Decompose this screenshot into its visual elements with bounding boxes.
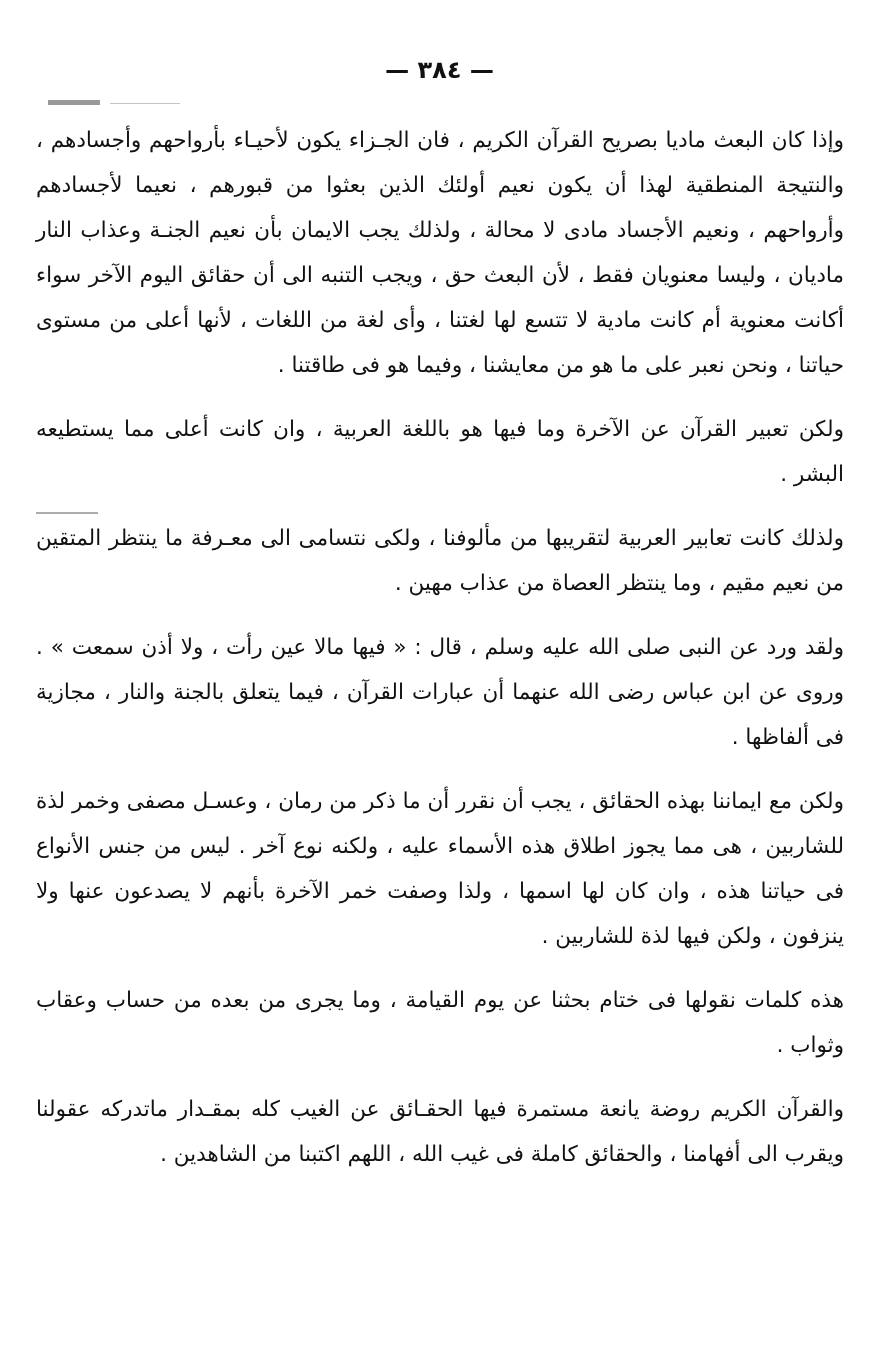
paragraph-5: ولكن مع ايماننا بهذه الحقائق ، يجب أن نقرر أن ما ذكر من رمان ، وعسـل مصفى وخمر لذة للشاربين ، هى مما يجوز اطلاق هذه الأسماء عليه ، ولكنه نوع آخر . ليس من جنس الأنواع فى حياتنا هذه ، وان كان لها اسمها ، ولذا وصفت خمر الآخرة بأنهم لا يصدعون عنها ولا ينزفون ، ولكن فيها لذة للشاربين . xyxy=(36,789,844,949)
paragraph-2: ولكن تعبير القرآن عن الآخرة وما فيها هو باللغة العربية ، وان كانت أعلى مما يستطيعه البشر . xyxy=(36,417,844,487)
paragraph-4: ولقد ورد عن النبى صلى الله عليه وسلم ، قال : « فيها مالا عين رأت ، ولا أذن سمعت » . وروى عن ابن عباس رضى الله عنهما أن عبارات القرآن ، فيما يتعلق بالجنة والنار ، مجازية فى ألفاظها . xyxy=(36,635,844,750)
paragraph-1: وإذا كان البعث ماديا بصريح القرآن الكريم ، فان الجـزاء يكون لأحيـاء بأرواحهم وأجسادهم ، والنتيجة المنطقية لهذا أن يكون نعيم أولئك الذين بعثوا من قبورهم ، نعيما لأجسادهم وأرواحهم ، ونعيم الأجساد مادى لا محالة ، ولذلك يجب الايمان بأن نعيم الجنـة وعذاب النار ماديان ، وليسا معنويان فقط ، لأن البعث حق ، ويجب التنبه الى أن حقائق اليوم الآخر سواء أكانت معنوية أم كانت مادية لا تتسع لها لغتنا ، وأى لغة من اللغات ، لأنها أعلى من مستوى حياتنا ، ونحن نعبر على ما هو من معايشنا ، وفيما هو فى طاقتنا . xyxy=(36,128,844,378)
paragraph-6: هذه كلمات نقولها فى ختام بحثنا عن يوم القيامة ، وما يجرى من بعده من حساب وعقاب وثواب . xyxy=(36,988,844,1058)
page-number: — ٣٨٤ — xyxy=(385,56,494,84)
scan-mark xyxy=(48,100,100,105)
scan-mark xyxy=(110,103,180,104)
page-body xyxy=(36,118,844,1196)
paragraph-3: ولذلك كانت تعابير العربية لتقريبها من مألوفنا ، ولكى نتسامى الى معـرفة ما ينتظر المتقين من نعيم مقيم ، وما ينتظر العصاة من عذاب مهين . xyxy=(36,526,844,596)
paragraph-7: والقرآن الكريم روضة يانعة مستمرة فيها الحقـائق عن الغيب كله بمقـدار ماتدركه عقولنا ويقرب الى أفهامنا ، والحقائق كاملة فى غيب الله ، اللهم اكتبنا من الشاهدين . xyxy=(36,1097,844,1167)
